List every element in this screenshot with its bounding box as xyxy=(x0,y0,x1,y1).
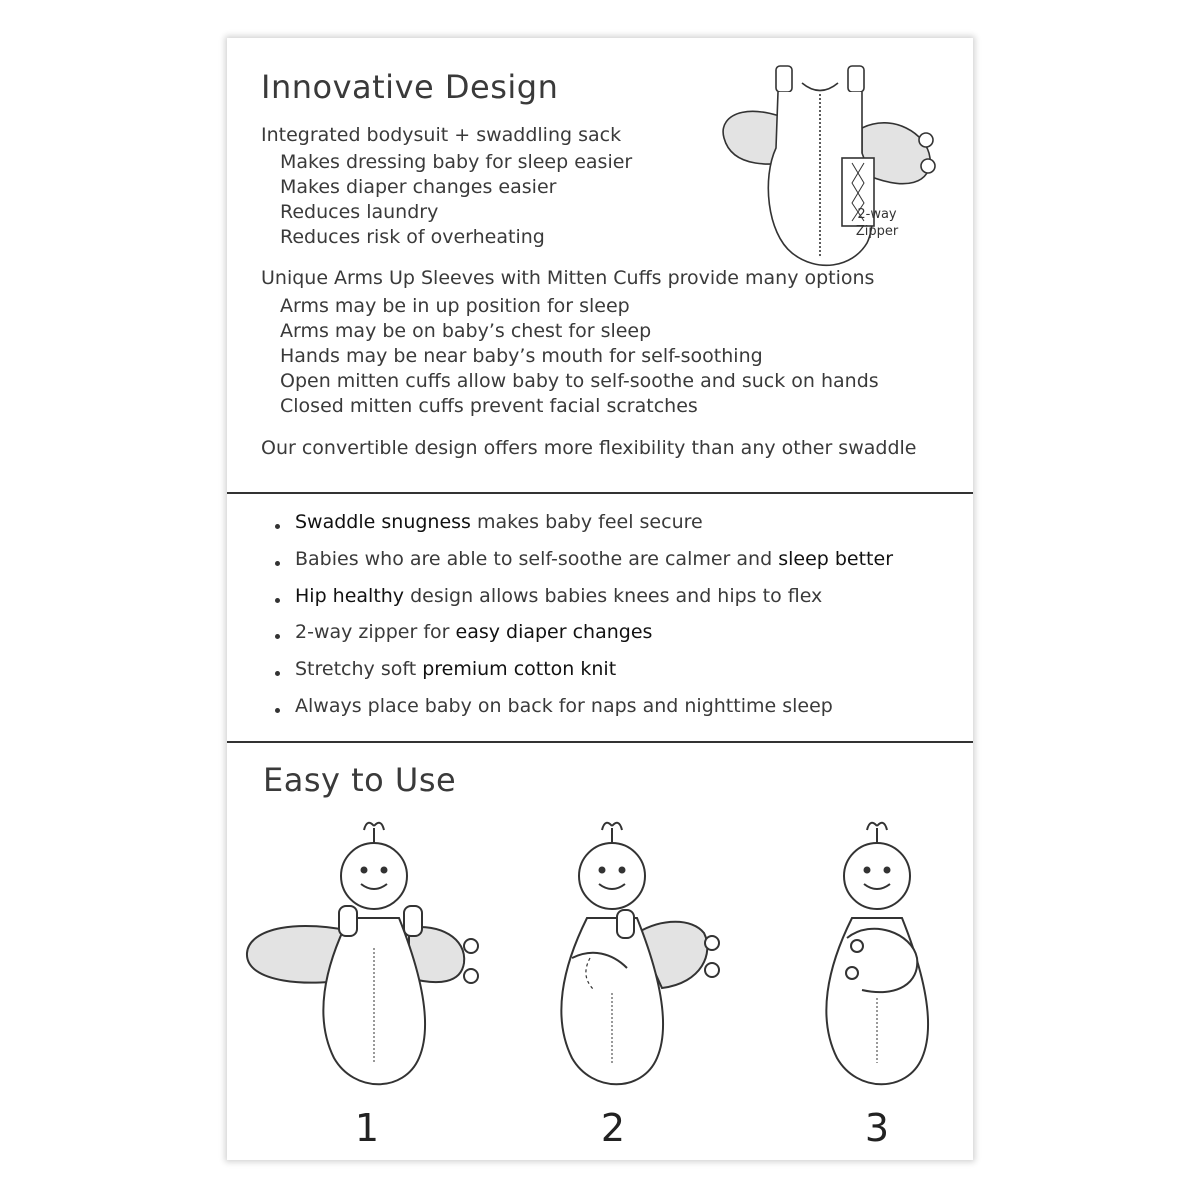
group1-item: Makes diaper changes easier xyxy=(280,176,557,198)
zipper-label-line1: 2-way xyxy=(857,207,897,222)
benefits-list xyxy=(295,511,893,732)
group1-heading: Integrated bodysuit + swaddling sack xyxy=(261,124,622,146)
group2-item: Open mitten cuffs allow baby to self-soothe and suck on hands xyxy=(280,370,879,392)
step-number: 3 xyxy=(864,1106,890,1150)
group1-item: Reduces laundry xyxy=(280,201,439,223)
step-number: 2 xyxy=(600,1106,626,1150)
group1-item: Makes dressing baby for sleep easier xyxy=(280,151,633,173)
benefit-item: Hip healthy design allows babies knees and hips to flex xyxy=(295,585,893,622)
benefit-item: Swaddle snugness makes baby feel secure xyxy=(295,511,893,548)
info-card xyxy=(227,38,973,1160)
closing-statement: Our convertible design offers more flexibility than any other swaddle xyxy=(261,437,917,459)
easy-to-use-title: Easy to Use xyxy=(263,761,457,799)
innovative-design-title: Innovative Design xyxy=(261,68,559,106)
benefit-item: Babies who are able to self-soothe are calmer and sleep better xyxy=(295,548,893,585)
group2-item: Arms may be on baby’s chest for sleep xyxy=(280,320,652,342)
step-number: 1 xyxy=(354,1106,380,1150)
zipper-label-line2: Zipper xyxy=(855,224,899,239)
group2-item: Closed mitten cuffs prevent facial scratches xyxy=(280,395,698,417)
zipper-label xyxy=(847,206,907,240)
step3-illustration xyxy=(802,818,942,1093)
section-divider xyxy=(227,741,973,743)
step2-illustration xyxy=(552,818,732,1093)
benefit-item: Stretchy soft premium cotton knit xyxy=(295,658,893,695)
swaddle-zipper-illustration xyxy=(712,58,952,283)
benefit-item: 2-way zipper for easy diaper changes xyxy=(295,621,893,658)
section-divider xyxy=(227,492,973,494)
group2-item: Hands may be near baby’s mouth for self-soothing xyxy=(280,345,763,367)
step1-illustration xyxy=(239,818,484,1093)
group1-item: Reduces risk of overheating xyxy=(280,226,545,248)
benefit-item: Always place baby on back for naps and nighttime sleep xyxy=(295,695,893,732)
group2-heading: Unique Arms Up Sleeves with Mitten Cuffs provide many options xyxy=(261,267,875,289)
group2-item: Arms may be in up position for sleep xyxy=(280,295,630,317)
